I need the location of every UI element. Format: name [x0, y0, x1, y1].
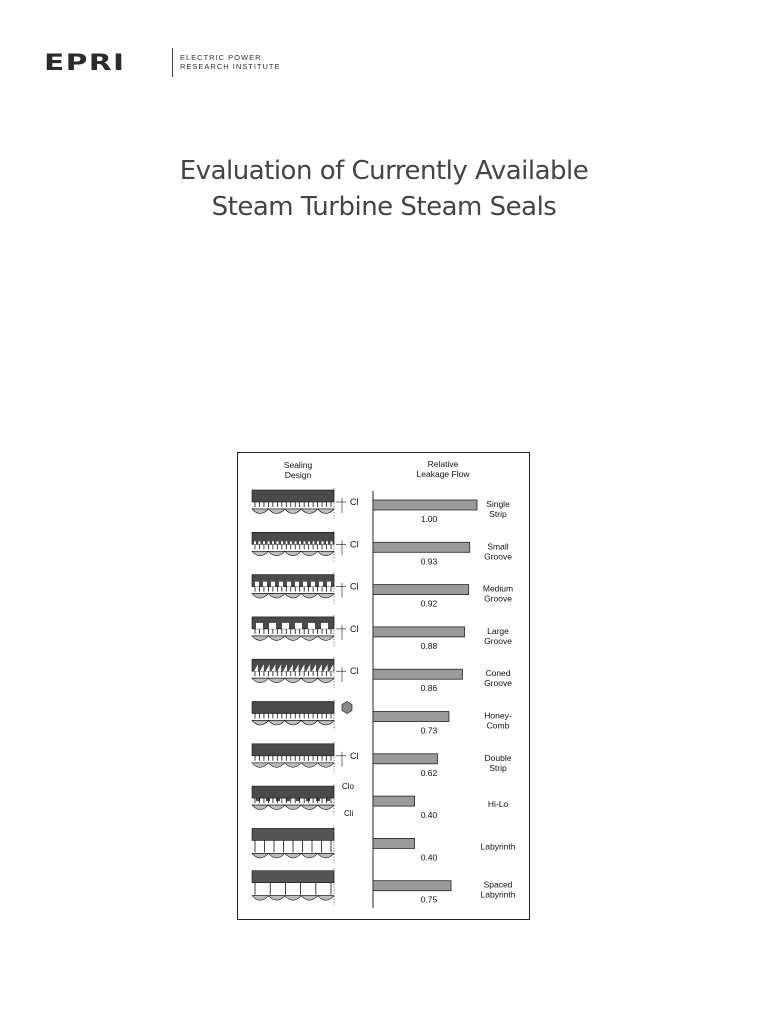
groove	[308, 623, 315, 629]
seal-row	[252, 742, 512, 778]
groove	[254, 541, 256, 544]
seal-drawing-labyrinth	[252, 826, 334, 863]
step	[316, 798, 320, 801]
clearance-label: Cl	[350, 666, 359, 677]
seal-drawing-small-groove	[252, 530, 359, 561]
seal-name-label: Labyrinth	[480, 841, 516, 852]
seal-row	[252, 488, 510, 524]
groove	[268, 541, 270, 544]
seal-name-label: Hi-Lo	[487, 799, 509, 810]
groove	[290, 541, 292, 544]
seal-name-label: Large	[487, 625, 509, 636]
groove	[295, 582, 299, 587]
seal-drawing-double-strip	[252, 742, 359, 773]
seal-row	[252, 657, 512, 693]
seal-name-label: Double	[484, 752, 512, 763]
groove	[269, 623, 276, 629]
clearance-label: Cl	[350, 623, 359, 634]
leakage-value-label: 0.40	[420, 852, 438, 863]
seal-name-label: Coned	[485, 668, 511, 679]
seal-leakage-figure	[237, 452, 530, 920]
clearance-i-label: Cli	[344, 809, 354, 819]
seal-row	[252, 615, 512, 651]
seal-drawing-hi-lo	[252, 782, 355, 818]
seal-name-label: Groove	[484, 593, 512, 604]
groove	[263, 541, 265, 544]
step	[266, 798, 270, 801]
stator-block	[252, 828, 334, 840]
seal-row	[252, 530, 512, 566]
seal-name-label: Groove	[484, 678, 512, 689]
rotor-shaft	[252, 763, 334, 768]
groove	[326, 541, 328, 544]
leakage-bar	[373, 542, 470, 552]
logo-text	[180, 53, 281, 71]
logo-divider	[172, 48, 173, 77]
seal-row	[252, 869, 516, 906]
groove	[311, 582, 315, 587]
groove	[299, 541, 301, 544]
title-line1: Evaluation of Currently Available	[179, 156, 589, 187]
seal-name-label: Spaced	[483, 879, 513, 890]
groove	[263, 582, 267, 587]
groove	[279, 582, 283, 587]
groove	[281, 541, 283, 544]
seal-row	[252, 826, 516, 863]
logo-text-line2: RESEARCH INSTITUTE	[180, 62, 281, 71]
groove	[272, 541, 274, 544]
groove	[259, 541, 261, 544]
leakage-flow-header: Relative	[427, 459, 459, 469]
seal-name-label: Medium	[482, 583, 514, 594]
groove	[295, 623, 302, 629]
groove	[282, 623, 289, 629]
rotor-shaft	[252, 721, 334, 726]
leakage-value-label: 0.92	[420, 598, 438, 609]
leakage-value-label: 0.86	[420, 683, 438, 694]
seal-name-label: Strip	[489, 762, 507, 773]
title-line2: Steam Turbine Steam Seals	[211, 192, 557, 223]
stator-block	[252, 702, 334, 714]
seal-name-label: Labyrinth	[480, 889, 516, 900]
rotor-shaft	[252, 896, 334, 901]
seal-drawing-medium-groove	[252, 573, 359, 604]
groove	[303, 582, 307, 587]
seal-leakage-chart	[238, 453, 531, 921]
leakage-bar	[373, 712, 449, 722]
leakage-bar	[373, 669, 462, 679]
stator-block	[252, 490, 334, 502]
leakage-bar	[373, 500, 477, 510]
seal-drawing-strip	[252, 488, 359, 519]
clearance-label: Cl	[350, 581, 359, 592]
leakage-value-label: 0.93	[420, 556, 438, 567]
rotor-shaft	[252, 853, 334, 858]
leakage-flow-header: Leakage Flow	[416, 469, 470, 479]
stator-block	[252, 871, 334, 883]
groove	[308, 541, 310, 544]
stator-block	[252, 786, 334, 798]
groove	[304, 541, 306, 544]
groove	[286, 541, 288, 544]
groove	[331, 541, 333, 544]
leakage-bar	[373, 754, 437, 764]
groove	[317, 541, 319, 544]
leakage-value-label: 0.73	[420, 725, 438, 736]
page-title	[0, 153, 768, 225]
stator-block	[252, 744, 334, 756]
seal-name-label: Groove	[484, 635, 512, 646]
sealing-design-header: Sealing	[283, 460, 313, 470]
rotor-shaft	[252, 551, 334, 556]
groove	[322, 541, 324, 544]
seal-name-label: Single	[486, 499, 510, 509]
groove	[313, 541, 315, 544]
seal-name-label: Groove	[484, 551, 512, 562]
leakage-value-label: 0.62	[420, 767, 438, 778]
leakage-value-label: 0.40	[420, 810, 438, 821]
sealing-design-header: Design	[284, 470, 312, 480]
step	[306, 798, 310, 801]
clearance-label: Cl	[350, 539, 359, 550]
rotor-shaft	[252, 594, 334, 599]
groove	[255, 582, 259, 587]
rotor-shaft	[252, 805, 334, 810]
leakage-bar	[373, 838, 415, 848]
groove	[319, 582, 323, 587]
groove	[321, 623, 328, 629]
seal-row	[252, 573, 513, 609]
seal-row	[252, 700, 512, 736]
leakage-bar	[373, 585, 469, 595]
seal-name-label: Honey-	[484, 710, 512, 721]
leakage-bar	[373, 881, 451, 891]
rotor-shaft	[252, 678, 334, 683]
seal-drawing-spaced-labyrinth	[252, 869, 334, 906]
leakage-bar	[373, 627, 465, 637]
seal-drawing-large-groove	[252, 615, 359, 646]
seal-drawing-coned-groove	[252, 657, 359, 688]
seal-name-label: Comb	[486, 720, 510, 731]
clearance-label: Cl	[350, 497, 359, 507]
clearance-label: Cl	[350, 750, 359, 761]
step	[276, 798, 280, 801]
epri-logo-mark: EPRI	[44, 51, 126, 76]
groove	[277, 541, 279, 544]
seal-name-label: Strip	[489, 509, 507, 519]
groove	[327, 582, 331, 587]
seal-row	[252, 782, 508, 820]
honeycomb-cell	[342, 702, 352, 714]
groove	[295, 541, 297, 544]
rotor-shaft	[252, 509, 334, 514]
leakage-value-label: 0.75	[420, 894, 438, 905]
leakage-value-label: 1.00	[420, 514, 438, 524]
groove	[287, 582, 291, 587]
leakage-value-label: 0.88	[420, 640, 438, 651]
clearance-o-label: Clo	[342, 782, 355, 792]
seal-drawing-honeycomb	[252, 700, 352, 731]
leakage-bar	[373, 796, 415, 806]
logo-text-line1: ELECTRIC POWER	[180, 53, 262, 62]
groove	[256, 623, 263, 629]
rotor-shaft	[252, 636, 334, 641]
groove	[271, 582, 275, 587]
seal-name-label: Small	[487, 541, 509, 552]
